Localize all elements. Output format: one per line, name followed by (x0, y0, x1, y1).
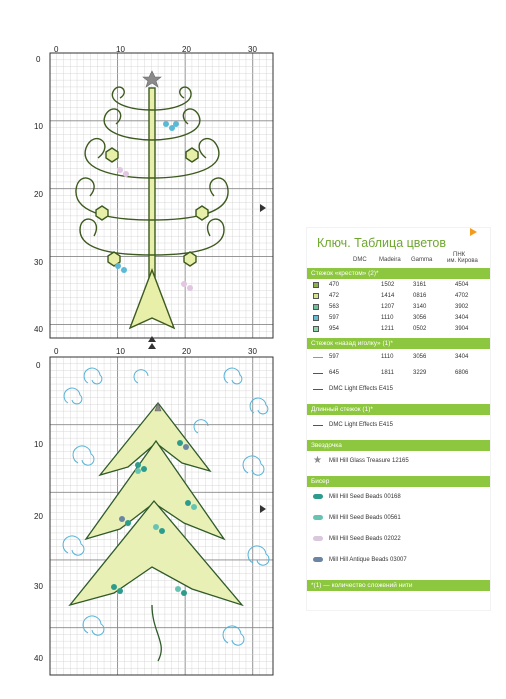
cell-dmc: DMC Light Effects E415 (329, 422, 393, 428)
line-swatch (313, 357, 323, 358)
x-tick-20: 20 (182, 45, 191, 54)
col-pnk-sub: им. Кирова (447, 258, 478, 264)
star-icon: ★ (313, 455, 322, 466)
cell-pnk: 6806 (455, 370, 469, 376)
cell-label: Mill Hill Antique Beads 03007 (329, 557, 407, 563)
cross-row (307, 313, 490, 323)
bead-row (307, 555, 490, 565)
x-tick-30: 30 (248, 347, 257, 356)
center-arrow-bottom (148, 336, 156, 342)
cell-label: Mill Hill Seed Beads 02022 (329, 536, 401, 542)
backstitch-row (307, 384, 490, 394)
symbol-swatch (313, 326, 319, 332)
cell-pnk: 3904 (455, 326, 469, 332)
symbol-swatch (313, 282, 319, 288)
x-tick-0: 0 (54, 347, 59, 356)
cell-dmc: 470 (329, 282, 340, 288)
cell-dmc: 597 (329, 354, 340, 360)
x-tick-30: 30 (248, 45, 257, 54)
cell-dmc: 645 (329, 370, 340, 376)
y-tick-30: 30 (34, 258, 43, 267)
cell-madeira: 1502 (381, 282, 395, 288)
bead-icon (313, 536, 323, 541)
center-arrow-top (148, 343, 156, 349)
cell-label: Mill Hill Glass Treasure 12165 (329, 458, 409, 464)
x-tick-0: 0 (54, 45, 59, 54)
x-tick-10: 10 (116, 347, 125, 356)
cell-gamma: 0816 (413, 293, 427, 299)
cell-label: Mill Hill Seed Beads 00561 (329, 515, 401, 521)
line-swatch (313, 389, 323, 390)
color-key-panel (307, 228, 490, 610)
x-tick-10: 10 (116, 45, 125, 54)
cell-gamma: 3056 (413, 315, 427, 321)
section-beads: Бисер (307, 476, 490, 487)
cell-gamma: 3161 (413, 282, 427, 288)
cell-pnk: 4504 (455, 282, 469, 288)
cross-row (307, 324, 490, 334)
cross-stitch-chart-top (28, 40, 282, 343)
y-tick-10: 10 (34, 440, 43, 449)
y-tick-0: 0 (36, 55, 41, 64)
cell-dmc: 954 (329, 326, 340, 332)
bead-icon (313, 494, 323, 499)
cross-row (307, 291, 490, 301)
line-swatch (313, 373, 323, 374)
bead-row (307, 513, 490, 523)
line-swatch (313, 425, 323, 426)
y-tick-20: 20 (34, 190, 43, 199)
bead-icon (313, 515, 323, 520)
bead-row (307, 492, 490, 502)
arrow-icon (470, 228, 477, 236)
col-gamma: Gamma (411, 257, 433, 263)
center-arrow-right (260, 505, 266, 513)
footnote: *(1) — количество сложений нити (307, 580, 490, 591)
symbol-swatch (313, 315, 319, 321)
cell-madeira: 1207 (381, 304, 395, 310)
cell-pnk: 3404 (455, 315, 469, 321)
center-arrow-right (260, 204, 266, 212)
col-pnk: ПНК (453, 252, 466, 258)
cell-dmc: 597 (329, 315, 340, 321)
y-tick-10: 10 (34, 122, 43, 131)
cell-pnk: 3902 (455, 304, 469, 310)
section-star: Звездочка (307, 440, 490, 451)
cell-madeira: 1211 (381, 326, 394, 332)
y-tick-40: 40 (34, 654, 43, 663)
backstitch-row (307, 352, 490, 362)
cell-gamma: 0502 (413, 326, 427, 332)
long-stitch-row (307, 420, 490, 430)
y-tick-20: 20 (34, 512, 43, 521)
y-tick-0: 0 (36, 361, 41, 370)
y-tick-30: 30 (34, 582, 43, 591)
star-row (307, 456, 490, 466)
cross-row (307, 302, 490, 312)
key-title: Ключ. Таблица цветов (317, 236, 446, 250)
cell-dmc: 563 (329, 304, 340, 310)
cell-madeira: 1414 (381, 293, 395, 299)
section-backstitch: Стежок «назад иголку» (1)* (307, 338, 490, 349)
cell-dmc: 472 (329, 293, 340, 299)
cross-stitch-chart-bottom (28, 343, 282, 688)
symbol-swatch (313, 293, 319, 299)
section-cross-stitch: Стежок «крестом» (2)* (307, 268, 490, 279)
col-madeira: Madeira (379, 257, 401, 263)
bead-icon (313, 557, 323, 562)
cross-row (307, 280, 490, 290)
symbol-swatch (313, 304, 319, 310)
cell-dmc: DMC Light Effects E415 (329, 386, 393, 392)
bead-row (307, 534, 490, 544)
cell-madeira: 1110 (381, 354, 394, 360)
cell-label: Mill Hill Seed Beads 00168 (329, 494, 401, 500)
y-tick-40: 40 (34, 325, 43, 334)
cell-gamma: 3056 (413, 354, 427, 360)
cell-pnk: 4702 (455, 293, 469, 299)
col-dmc: DMC (353, 257, 367, 263)
cell-gamma: 3229 (413, 370, 427, 376)
x-tick-20: 20 (182, 347, 191, 356)
cell-madeira: 1811 (381, 370, 394, 376)
cell-gamma: 3140 (413, 304, 427, 310)
cell-pnk: 3404 (455, 354, 469, 360)
christmas-tree (70, 403, 242, 661)
section-long-stitch: Длинный стежок (1)* (307, 404, 490, 415)
cell-madeira: 1110 (381, 315, 394, 321)
backstitch-row (307, 368, 490, 378)
